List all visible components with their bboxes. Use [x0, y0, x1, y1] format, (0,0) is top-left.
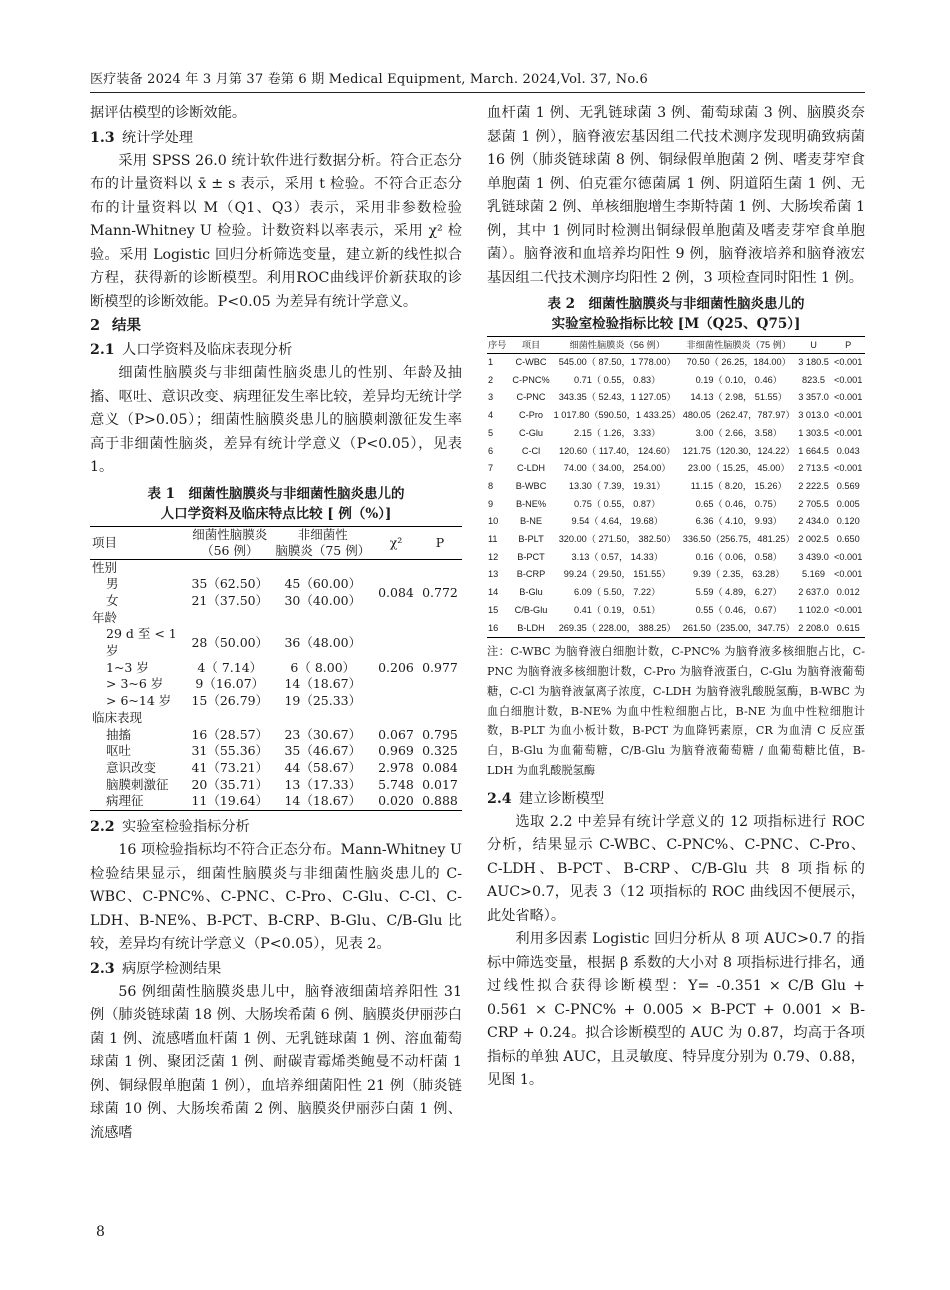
table-row: 6 C-Cl 120.60（ 117.40， 124.60） 121.75（120.30，124.22） 1 664.5 0.043	[488, 445, 860, 456]
table-row: > 3~6 岁 9（16.07） 14（18.67）	[106, 676, 362, 692]
table-row: 7 C-LDH 74.00（ 34.00， 254.00） 23.00（ 15.25， 45.00） 2 713.5 <0.001	[488, 463, 863, 474]
t1-header-group2: 非细菌性 脑膜炎（75 例）	[272, 526, 374, 559]
table-row: 11 B-PLT 320.00（ 271.50， 382.50） 336.50（256.75，481.25） 2 002.5 0.650	[488, 534, 860, 545]
table-row: 5 C-Glu 2.15（ 1.26， 3.33） 3.00（ 2.66， 3.58） 1 303.5 <0.001	[488, 427, 863, 438]
paragraph-results-2-1: 细菌性脑膜炎与非细菌性脑炎患儿的性别、年龄及抽搐、呕吐、意识改变、病理征发生率比较，差异均无统计学意义（P>0.05）；细菌性脑膜炎患儿的脑膜刺激征发生率高于非细菌性脑炎，差异有统计学意义（P<0.05），见表 1。	[90, 365, 462, 475]
section-heading-2-1: 2.1 人口学资料及临床表现分析	[90, 342, 293, 358]
table-row: > 6~14 岁 15（26.79） 19（25.33）	[106, 693, 362, 709]
paragraph-results-2-2: 16 项检验指标均不符合正态分布。Mann-Whitney U 检验结果显示，细菌性脑膜炎与非细菌性脑炎患儿的 C-WBC、C-PNC%、C-PNC、C-Pro、C-Glu、C-Cl、C-LDH、B-NE%、B-PCT、B-CRP、B-Glu、C/B-Glu 比较，差异均有统计学意义（P<0.05），见表 2。	[90, 842, 462, 953]
table-row: 脑膜刺激征 20（35.71） 13（17.33） 5.748 0.017	[106, 776, 458, 792]
section-heading-2-2: 2.2 实验室检验指标分析	[90, 819, 250, 836]
page-number: 8	[96, 1224, 105, 1240]
right-column	[487, 102, 865, 1093]
paragraph: 据评估模型的诊断效能。	[90, 105, 247, 121]
header-rule	[90, 92, 865, 93]
running-header: 医疗装备 2024 年 3 月第 37 卷第 6 期 Medical Equipment, March. 2024,Vol. 37, No.6	[90, 72, 648, 87]
paragraph-results-2-3-cont: 血杆菌 1 例、无乳链球菌 3 例、葡萄球菌 3 例、脑膜炎奈瑟菌 1 例），脑脊液宏基因组二代技术测序发现明确致病菌 16 例（肺炎链球菌 8 例、铜绿假单胞菌 2 例、嗜麦芽窄食单胞菌 1 例、伯克霍尔德菌属 1 例、阴道陌生菌 1 例、无乳链球菌 2 例、单核细胞增生李斯特菌 1 例、大肠埃希菌 1 例，其中 1 例同时检测出铜绿假单胞菌及嗜麦芽窄食单胞菌）。脑脊液和血培养均阳性 9 例，脑脊液培养和脑脊液宏基因组二代技术测序均阳性 2 例，3 项检查同时阳性 1 例。	[487, 105, 865, 286]
paragraph-stats: 采用 SPSS 26.0 统计软件进行数据分析。符合正态分布的计量资料以 x̄ ± s 表示，采用 t 检验。不符合正态分布的计量资料以 M（Q1、Q3）表示，采用非参数检验 Mann-Whitney U 检验。计数资料以率表示，采用 χ² 检验。采用 Logistic 回归分析筛选变量，建立新的线性拟合方程，获得新的诊断模型。利用ROC曲线评价新获取的诊断模型的诊断效能。P<0.05 为差异有统计学意义。	[90, 152, 462, 310]
table-row: 1 C-WBC 545.00（ 87.50，1 778.00） 70.50（ 26.25，184.00） 3 180.5 <0.001	[488, 357, 863, 367]
table-row: 14 B-Glu 6.09（ 5.50， 7.22） 5.59（ 4.89， 6.27） 2 637.0 0.012	[488, 587, 860, 598]
table-row: 8 B-WBC 13.30（ 7.39， 19.31） 11.15（ 8.20， 15.26） 2 222.5 0.569	[488, 480, 860, 491]
paragraph-results-2-4a: 选取 2.2 中差异有统计学意义的 12 项指标进行 ROC 分析，结果显示 C-WBC、C-PNC%、C-PNC、C-Pro、C-LDH、B-PCT、B-CRP、C/B-Glu 共 8 项指标的 AUC>0.7，见表 3（12 项指标的 ROC 曲线因不便展示，此处省略）。	[487, 813, 865, 924]
table-row: 临床表现	[92, 709, 143, 725]
table-row: 15 C/B-Glu 0.41（ 0.19， 0.51） 0.55（ 0.46， 0.67） 1 102.0 <0.001	[488, 604, 863, 615]
table-row: 10 B-NE 9.54（ 4.64， 19.68） 6.36（ 4.10， 9.93） 2 434.0 0.120	[488, 516, 860, 527]
table-row: 女 21（37.50） 30（40.00）	[106, 592, 362, 608]
section-heading-2-3: 2.3 病原学检测结果	[90, 960, 222, 977]
paragraph-results-2-3: 56 例细菌性脑膜炎患儿中，脑脊液细菌培养阳性 31 例（肺炎链球菌 18 例、大肠埃希菌 6 例、脑膜炎伊丽莎白菌 1 例、流感嗜血杆菌 1 例、无乳链球菌 1 例、溶血葡萄球菌 1 例、聚团泛菌 1 例、耐碳青霉烯类鲍曼不动杆菌 1 例、铜绿假单胞菌 1 例），血培养细菌阳性 21 例（肺炎链球菌 10 例、大肠埃希菌 2 例、脑膜炎伊丽莎白菌 1 例、流感嗜	[90, 983, 462, 1141]
table-row: 年龄	[92, 609, 118, 625]
table-row: 性别	[92, 559, 118, 575]
table-row: 4 C-Pro 1 017.80（590.50，1 433.25） 480.05（262.47，787.97） 3 013.0 <0.001	[488, 410, 863, 421]
table-row: 29 d 至 < 1 岁 28（50.00） 36（48.00） 0.206 0.977	[106, 626, 458, 675]
table-row: 13 B-CRP 99.24（ 29.50， 151.55） 9.39（ 2.35， 63.28） 5.169 <0.001	[488, 569, 863, 580]
table-row: 意识改变 41（73.21） 44（58.67） 2.978 0.084	[106, 759, 458, 775]
table-row: 呕吐 31（55.36） 35（46.67） 0.969 0.325	[106, 743, 458, 759]
t1-header-group1: 细菌性脑膜炎 （56 例）	[188, 526, 272, 559]
section-heading-2-4: 2.4 建立诊断模型	[487, 790, 605, 807]
table-row: 16 B-LDH 269.35（ 228.00， 388.25） 261.50（235.00，347.75） 2 208.0 0.615	[487, 620, 865, 638]
table-row: 1~3 岁 4（ 7.14） 6（ 8.00）	[106, 659, 356, 675]
t1-header-item: 项目	[90, 526, 188, 559]
table1-caption: 表 1 细菌性脑膜炎与非细菌性脑炎患儿的 人口学资料及临床特点比较 [ 例（%）]	[147, 485, 405, 522]
table-row: 病理征 11（19.64） 14（18.67） 0.020 0.888	[90, 793, 462, 810]
table-row: 3 C-PNC 343.35（ 52.43，1 127.05） 14.13（ 2.98， 51.55） 3 357.0 <0.001	[488, 392, 863, 403]
section-heading-2: 2 结果	[90, 317, 141, 334]
section-heading-1-3: 1.3 统计学处理	[90, 129, 193, 146]
table-row: 抽搐 16（28.57） 23（30.67） 0.067 0.795	[106, 726, 458, 742]
t1-header-p: P	[418, 526, 462, 559]
table-row: 12 B-PCT 3.13（ 0.57， 14.33） 0.16（ 0.06， 0.58） 3 439.0 <0.001	[488, 551, 863, 562]
table2-caption: 表 2 细菌性脑膜炎与非细菌性脑炎患儿的 实验室检验指标比较 [M（Q25、Q75）]	[547, 296, 805, 332]
left-column	[90, 102, 462, 1145]
table-row: 9 B-NE% 0.75（ 0.55， 0.87） 0.65（ 0.46， 0.75） 2 705.5 0.005	[488, 498, 860, 509]
table-row: 2 C-PNC% 0.71（ 0.55， 0.83） 0.19（ 0.10， 0.46） 823.5 <0.001	[488, 374, 863, 385]
paragraph-results-2-4b: 利用多因素 Logistic 回归分析从 8 项 AUC>0.7 的指标中筛选变量，根据 β 系数的大小对 8 项指标进行排名，通过线性拟合获得诊断模型：Y= -0.351 × C/B Glu + 0.561 × C-PNC% + 0.005 × B-PCT + 0.001 × B-CRP + 0.24。拟合诊断模型的 AUC 为 0.87，均高于各项指标的单独 AUC，且灵敏度、特异度分别为 0.79、0.88，见图 1。	[487, 931, 865, 1089]
table-1	[90, 526, 462, 812]
table-row: 男 35（62.50） 45（60.00） 0.084 0.772	[106, 576, 458, 600]
t1-header-chi: χ²	[374, 526, 418, 559]
table2-note: 注：C-WBC 为脑脊液白细胞计数，C-PNC% 为脑脊液多核细胞占比，C-PNC 为脑脊液多核细胞计数，C-Pro 为脑脊液蛋白，C-Glu 为脑脊液葡萄糖，C-Cl 为脑脊液氯离子浓度，C-LDH 为脑脊液乳酸脱氢酶，B-WBC 为血白细胞计数，B-NE% 为血中性粒细胞占比，B-NE 为血中性粒细胞计数，B-PLT 为血小板计数，B-PCT 为血降钙素原，CR 为血清 C 反应蛋白，B-Glu 为血葡萄糖，C/B-Glu 为脑脊液葡萄糖 / 血葡萄糖比值，B-LDH 为血乳酸脱氢酶	[487, 645, 865, 778]
table-2: 序号 项目 细菌性脑膜炎（56 例） 非细菌性脑膜炎（75 例） U P 1 C-WBC 545.00（ 87.50，1 778.00） 70.50（ 26.25，184.00） 3 180.5 <0.001 2 C-PNC% 0.71（ 0.55， 0.83） 0.19（ 0.10， 0.46） 823.5 <0.001 3 C-PNC 343.35（ 52.43，1 127.05） 14.13（ 2.98， 51.55） 3 357.0 <0.001 4 C-Pro 1 017.80（590.50，1 433.25） 480.05（262.47，787.97） 3 013.0 <0.001 5 C-Glu 2.15（ 1.26， 3.33） 3.00（ 2.66， 3.58） 1 303.5 <0.001 6 C-Cl 120.60（ 117.40， 124.60） 121.75（120.30，124.22） 1 664.5 0.043 7 C-LDH 74.00（ 34.00， 254.00） 23.00（ 15.25， 45.00） 2 713.5 <0.001 8 B-WBC 13.30（ 7.39， 19.31） 11.15（ 8.20， 15.26） 2 222.5 0.569 9 B-NE% 0.75（ 0.55， 0.87） 0.65（ 0.46， 0.75） 2 705.5 0.005 10 B-NE 9.54（ 4.64， 19.68） 6.36（ 4.10， 9.93） 2 434.0 0.120 11 B-PLT 320.00（ 271.50， 382.50） 336.50（256.75，481.25） 2 002.5 0.650 12 B-PCT 3.13（ 0.57， 14.33） 0.16（ 0.06， 0.58） 3 439.0 <0.001 13 B-CRP 99.24（ 29.50， 151.55） 9.39（ 2.35， 63.28） 5.169 <0.001 14 B-Glu 6.09（ 5.50， 7.22） 5.59（ 4.89， 6.27） 2 637.0 0.012 15 C/B-Glu 0.41（ 0.19， 0.51） 0.55（ 0.46， 0.67） 1 102.0 <0.001 16 B-LDH 269.35（ 228.00， 388.25） 261.50（235.00，347.75） 2 208.0 0.615	[487, 336, 865, 638]
